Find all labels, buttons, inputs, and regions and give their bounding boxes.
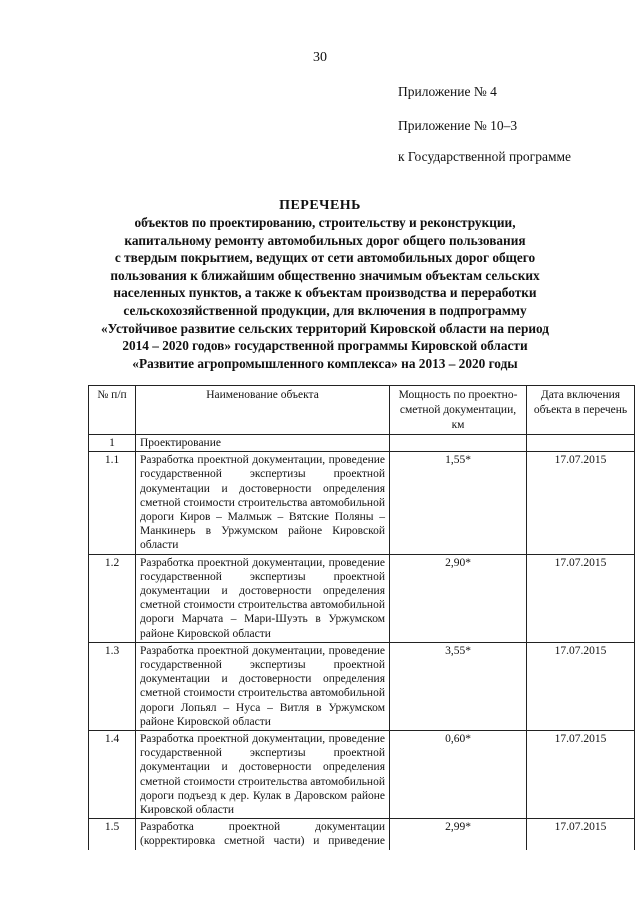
row-name: Разработка проектной документации, проведение государственной экспертизы проектной документации и достоверности определения сметной стоимости строительства автомобильной дороги Киров – Малмыж – Вятские Поляны – Манкинерь в Уржумском районе Кировской области: [136, 452, 390, 554]
objects-table: [88, 385, 635, 870]
table-row: [89, 452, 635, 554]
row-capacity: 1,55*: [390, 452, 527, 554]
section-capacity: [390, 435, 527, 452]
row-capacity: 0,60*: [390, 731, 527, 819]
subtitle-line: «Устойчивое развитие сельских территорий Кировской области на период: [100, 320, 550, 336]
appendix-line-1: Приложение № 4: [398, 84, 497, 99]
row-capacity: 2,90*: [390, 554, 527, 642]
table-row: [89, 642, 635, 730]
row-num: 1.1: [89, 452, 136, 554]
row-num: 1.3: [89, 642, 136, 730]
subtitle-line: населенных пунктов, а также к объектам производства и переработки: [113, 285, 537, 301]
subtitle-line: объектов по проектированию, строительству и реконструкции,: [134, 215, 516, 230]
appendix-line-3: к Государственной программе: [398, 149, 572, 164]
row-date: 17.07.2015: [527, 731, 635, 819]
row-name: Разработка проектной документации, проведение государственной экспертизы проектной документации и достоверности определения сметной стоимости строительства автомобильной дороги подъезд к дер. Кулак в Даровском районе Кировской области: [136, 731, 390, 819]
table-row: [89, 731, 635, 819]
row-name: Разработка проектной документации, проведение государственной экспертизы проектной документации и достоверности определения сметной стоимости строительства автомобильной дороги Марчата – Мари-Шуэть в Уржумском районе Кировской области: [136, 554, 390, 642]
subtitle-line: сельскохозяйственной продукции, для включения в подпрограмму: [123, 302, 527, 318]
row-num: 1.4: [89, 731, 136, 819]
subtitle-line: «Развитие агропромышленного комплекса» на 2013 – 2020 годы: [132, 355, 518, 371]
header-num: № п/п: [89, 386, 136, 435]
appendix-line-2: Приложение № 10–3: [398, 118, 518, 133]
page-number: 30: [313, 50, 327, 65]
row-num: 1.5: [89, 819, 136, 870]
row-capacity: 3,55*: [390, 642, 527, 730]
page-bottom-margin: [0, 850, 640, 905]
table-row: [89, 554, 635, 642]
row-name: Разработка проектной документации, проведение государственной экспертизы проектной документации и достоверности определения сметной стоимости строительства автомобильной дороги Лопьял – Нуса – Витля в Уржумском районе Кировской области: [136, 642, 390, 730]
document-subtitle: [85, 214, 565, 372]
document-title: ПЕРЕЧЕНЬ: [279, 198, 361, 213]
row-num: 1.2: [89, 554, 136, 642]
section-date: [527, 435, 635, 452]
row-date: 17.07.2015: [527, 642, 635, 730]
section-num: 1: [89, 435, 136, 452]
row-name: Разработка проектной документации (корректировка сметной части) и приведение: [136, 819, 390, 870]
header-date: Дата включения объекта в перечень: [527, 386, 635, 435]
subtitle-line: с твердым покрытием, ведущих от сети автомобильных дорог общего: [114, 250, 536, 266]
subtitle-line: капитальному ремонту автомобильных дорог общего пользования: [124, 232, 526, 248]
subtitle-line: 2014 – 2020 годов» государственной программы Кировской области: [122, 338, 528, 354]
section-row: [89, 435, 635, 452]
row-capacity: 2,99*: [390, 819, 527, 870]
row-date: 17.07.2015: [527, 452, 635, 554]
row-date: 17.07.2015: [527, 819, 635, 870]
header-name: Наименование объекта: [136, 386, 390, 435]
section-name: Проектирование: [136, 435, 390, 452]
subtitle-line: пользования к ближайшим общественно значимым объектам сельских: [110, 267, 540, 283]
table-header-row: [89, 386, 635, 435]
row-date: 17.07.2015: [527, 554, 635, 642]
header-capacity: Мощность по проектно-сметной документации, км: [390, 386, 527, 435]
